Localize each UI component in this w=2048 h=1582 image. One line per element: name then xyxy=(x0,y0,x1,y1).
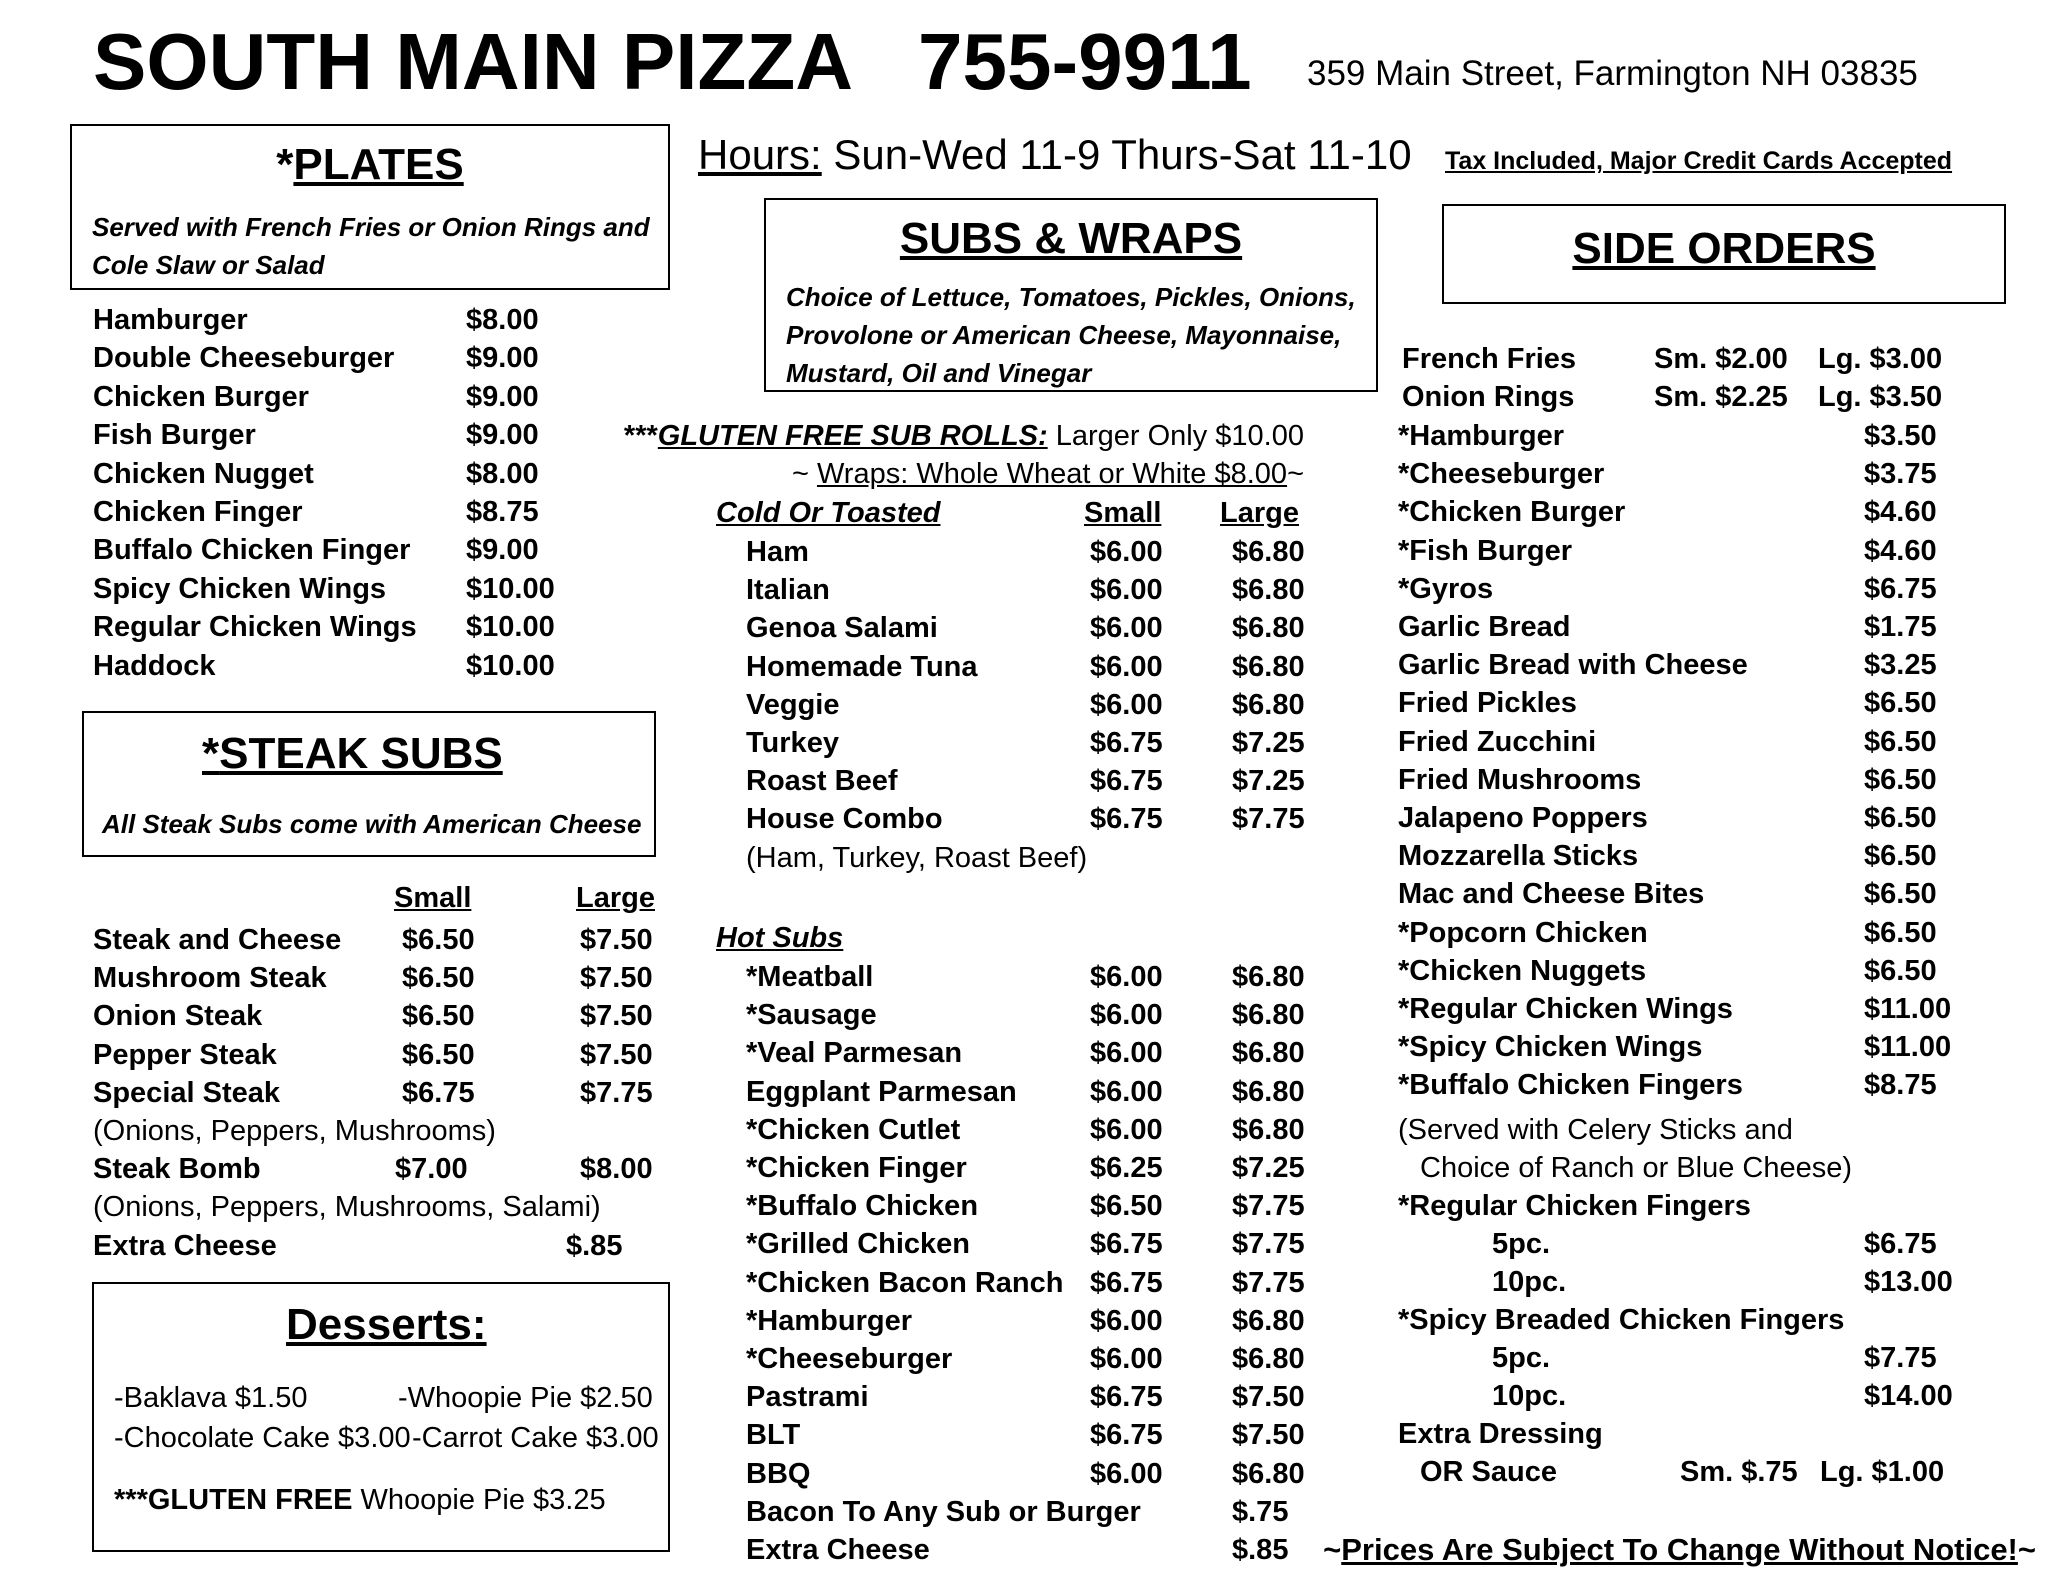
plate-item-price: $9.00 xyxy=(466,419,539,452)
side-item-name: *Popcorn Chicken xyxy=(1398,916,1648,949)
plates-star: * xyxy=(276,140,294,189)
steak-item-large: $7.50 xyxy=(580,1000,653,1033)
hot-sub-name: *Veal Parmesan xyxy=(746,1037,963,1070)
cold-sub-name: House Combo xyxy=(746,803,943,836)
side-item-price: $6.50 xyxy=(1864,763,1937,796)
gf-label: GLUTEN FREE SUB ROLLS: xyxy=(657,420,1048,452)
spicy-10pc-price: $14.00 xyxy=(1864,1380,1953,1412)
steak-item-large: $7.50 xyxy=(580,924,653,956)
steak-col-small: Small xyxy=(394,882,472,914)
side-item-name: Garlic Bread xyxy=(1398,611,1571,643)
side-item-name: Fried Mushrooms xyxy=(1398,763,1642,796)
dessert-item: -Carrot Cake $3.00 xyxy=(412,1422,659,1454)
subs-note-3: Mustard, Oil and Vinegar xyxy=(786,358,1092,388)
steak-item-name: Extra Cheese xyxy=(93,1229,277,1262)
hot-sub-large: $.85 xyxy=(1232,1534,1289,1566)
steak-item-small: $6.50 xyxy=(402,1000,475,1033)
fingers-note-2: Choice of Ranch or Blue Cheese) xyxy=(1420,1152,1853,1184)
steak-item-large: $.85 xyxy=(566,1229,623,1262)
address: 359 Main Street, Farmington NH 03835 xyxy=(1307,54,1918,93)
hot-sub-large: $7.50 xyxy=(1232,1381,1305,1414)
steak-item-large: $7.50 xyxy=(580,1038,653,1071)
hot-sub-name: Bacon To Any Sub or Burger xyxy=(746,1495,1141,1528)
plates-note-2: Cole Slaw or Salad xyxy=(92,250,325,280)
side-item-price: $8.75 xyxy=(1864,1069,1937,1102)
dessert-item: -Baklava $1.50 xyxy=(114,1382,308,1414)
hot-sub-small: $6.75 xyxy=(1090,1419,1163,1452)
hot-sub-name: *Chicken Cutlet xyxy=(746,1113,961,1146)
regular-5pc-price: $6.75 xyxy=(1864,1228,1937,1260)
hot-sub-small: $6.00 xyxy=(1090,1037,1163,1070)
cold-sub-small: $6.75 xyxy=(1090,727,1163,759)
steak-item-name: Onion Steak xyxy=(93,1000,263,1033)
cold-sub-large: $6.80 xyxy=(1232,612,1305,645)
steak-item-name: Mushroom Steak xyxy=(93,962,327,995)
cold-sub-large: $6.80 xyxy=(1232,536,1305,568)
hot-sub-small: $6.25 xyxy=(1090,1152,1163,1184)
side-item-price: $6.50 xyxy=(1864,840,1937,873)
phone-number: 755-9911 xyxy=(918,17,1252,106)
regular-10pc: 10pc. xyxy=(1492,1266,1567,1298)
plate-item-price: $8.00 xyxy=(466,457,539,490)
hot-sub-name: *Sausage xyxy=(746,999,877,1032)
side-item-name: Fried Pickles xyxy=(1398,687,1577,720)
side-item-price: $6.50 xyxy=(1864,954,1937,987)
hot-sub-small: $6.75 xyxy=(1090,1381,1163,1414)
dessert-item: -Whoopie Pie $2.50 xyxy=(398,1382,653,1414)
dessert-gluten-free xyxy=(114,1484,606,1517)
hot-sub-large: $6.80 xyxy=(1232,1075,1305,1108)
hot-sub-large: $6.80 xyxy=(1232,999,1305,1032)
wraps-line xyxy=(792,458,1304,491)
hot-sub-name: *Chicken Bacon Ranch xyxy=(746,1266,1064,1299)
plate-item-name: Double Cheeseburger xyxy=(93,342,395,375)
hot-sub-name: *Cheeseburger xyxy=(746,1343,953,1375)
steak-item-name: Steak and Cheese xyxy=(93,924,342,956)
side-item-name: Garlic Bread with Cheese xyxy=(1398,649,1748,682)
hot-sub-large: $7.25 xyxy=(1232,1152,1305,1184)
plate-item-name: Buffalo Chicken Finger xyxy=(93,534,411,567)
spicy-fingers: *Spicy Breaded Chicken Fingers xyxy=(1398,1304,1845,1336)
side-item-name: Mozzarella Sticks xyxy=(1398,840,1639,873)
side-item-name: *Chicken Burger xyxy=(1398,496,1626,529)
spicy-5pc-price: $7.75 xyxy=(1864,1342,1937,1374)
hot-sub-name: BLT xyxy=(746,1419,801,1452)
steak-item-small: $6.50 xyxy=(402,924,475,956)
cold-sub-name: Turkey xyxy=(746,727,839,759)
plate-item-price: $9.00 xyxy=(466,534,539,567)
hot-sub-name: *Grilled Chicken xyxy=(746,1228,971,1261)
cold-col-large: Large xyxy=(1220,497,1299,529)
plate-item-price: $10.00 xyxy=(466,649,555,682)
wraps-pre: ~ xyxy=(791,458,817,490)
plate-item-name: Chicken Burger xyxy=(93,380,309,413)
desserts-title: Desserts: xyxy=(286,1300,487,1349)
side-item-price: $6.75 xyxy=(1864,572,1937,605)
notice-post: ~ xyxy=(2017,1532,2036,1567)
tax-note: Tax Included, Major Credit Cards Accepted xyxy=(1445,147,1953,175)
hot-sub-small: $6.00 xyxy=(1090,1457,1163,1490)
plates-title xyxy=(72,140,668,190)
plate-item-price: $10.00 xyxy=(466,572,555,605)
gf-prefix: ***GLUTEN FREE xyxy=(114,1484,353,1516)
cold-sub-name: Homemade Tuna xyxy=(746,650,978,683)
hot-sub-small: $6.50 xyxy=(1090,1190,1163,1223)
cold-sub-large: $6.80 xyxy=(1232,650,1305,683)
side-item-name: *Regular Chicken Wings xyxy=(1398,993,1733,1025)
cold-sub-name: Genoa Salami xyxy=(746,612,938,645)
gf-text: Larger Only $10.00 xyxy=(1047,420,1304,452)
dessert-item: -Chocolate Cake $3.00 xyxy=(114,1422,411,1454)
cold-title: Cold Or Toasted xyxy=(716,497,941,529)
cold-sub-small: $6.00 xyxy=(1090,574,1163,607)
hot-sub-small: $6.00 xyxy=(1090,1304,1163,1337)
side-sized-small: Sm. $2.25 xyxy=(1654,381,1788,413)
steak-subs-box xyxy=(82,711,656,857)
hot-sub-name: Eggplant Parmesan xyxy=(746,1075,1017,1108)
subs-wraps-box xyxy=(764,198,1378,392)
dressing-small: Sm. $.75 xyxy=(1680,1456,1798,1488)
hot-sub-small: $6.00 xyxy=(1090,1075,1163,1108)
hours-label: Hours: xyxy=(698,131,822,178)
side-item-price: $1.75 xyxy=(1864,611,1937,643)
side-item-name: *Fish Burger xyxy=(1398,534,1573,567)
side-item-price: $6.50 xyxy=(1864,725,1937,758)
cold-sub-name: Ham xyxy=(746,536,809,568)
hot-sub-large: $7.50 xyxy=(1232,1419,1305,1452)
side-item-name: *Buffalo Chicken Fingers xyxy=(1398,1069,1743,1102)
spicy-5pc: 5pc. xyxy=(1492,1342,1551,1374)
side-sized-name: Onion Rings xyxy=(1402,381,1575,413)
cold-sub-name: Italian xyxy=(746,574,830,607)
side-sized-small: Sm. $2.00 xyxy=(1654,343,1788,375)
steak-col-large: Large xyxy=(576,882,655,914)
steak-item-small: $7.00 xyxy=(395,1153,468,1186)
subs-note-1: Choice of Lettuce, Tomatoes, Pickles, Onions, xyxy=(786,282,1356,312)
steak-item-note: (Onions, Peppers, Mushrooms) xyxy=(93,1115,496,1147)
plate-item-name: Chicken Nugget xyxy=(93,457,314,490)
hot-sub-large: $7.75 xyxy=(1232,1228,1305,1261)
side-item-price: $4.60 xyxy=(1864,496,1937,529)
steak-note: All Steak Subs come with American Cheese xyxy=(102,809,642,839)
side-item-name: *Hamburger xyxy=(1398,420,1564,452)
steak-title xyxy=(202,729,503,779)
hot-sub-small: $6.00 xyxy=(1090,961,1163,993)
side-item-price: $3.75 xyxy=(1864,458,1937,491)
notice-pre: ~ xyxy=(1323,1532,1342,1567)
hot-sub-large: $7.75 xyxy=(1232,1190,1305,1223)
cold-sub-small: $6.75 xyxy=(1090,803,1163,836)
plate-item-price: $8.75 xyxy=(466,496,539,528)
spicy-10pc: 10pc. xyxy=(1492,1380,1567,1412)
cold-sub-name: Veggie xyxy=(746,688,840,721)
side-item-price: $6.50 xyxy=(1864,802,1937,834)
wraps-post: ~ xyxy=(1287,458,1304,490)
side-orders-box xyxy=(1442,204,2006,304)
side-item-price: $11.00 xyxy=(1864,993,1952,1025)
cold-sub-large: $6.80 xyxy=(1232,574,1305,607)
cold-sub-large: $7.75 xyxy=(1232,803,1305,836)
steak-title-text: STEAK SUBS xyxy=(219,729,503,778)
cold-sub-small: $6.00 xyxy=(1090,650,1163,683)
side-item-price: $6.50 xyxy=(1864,916,1937,949)
steak-item-small: $6.75 xyxy=(402,1076,475,1109)
plate-item-name: Spicy Chicken Wings xyxy=(93,572,387,605)
steak-item-large: $7.50 xyxy=(580,962,653,995)
cold-sub-large: $6.80 xyxy=(1232,688,1305,721)
plates-note-1: Served with French Fries or Onion Rings and xyxy=(92,212,650,242)
steak-item-small: $6.50 xyxy=(402,962,475,995)
desserts-box xyxy=(92,1282,670,1552)
side-item-price: $4.60 xyxy=(1864,534,1937,567)
steak-item-note: (Onions, Peppers, Mushrooms, Salami) xyxy=(93,1191,601,1224)
side-item-name: Jalapeno Poppers xyxy=(1398,802,1648,834)
regular-5pc: 5pc. xyxy=(1492,1228,1551,1260)
hot-sub-name: *Meatball xyxy=(746,961,874,993)
cold-sub-large: $7.25 xyxy=(1232,727,1305,759)
hot-sub-large: $6.80 xyxy=(1232,961,1305,993)
gluten-free-rolls xyxy=(624,420,1304,453)
side-item-name: *Gyros xyxy=(1398,572,1494,605)
plates-title-text: PLATES xyxy=(293,140,464,189)
hot-sub-large: $6.80 xyxy=(1232,1113,1305,1146)
cold-sub-large: $7.25 xyxy=(1232,765,1305,798)
hot-sub-large: $7.75 xyxy=(1232,1266,1305,1299)
steak-item-name: Steak Bomb xyxy=(93,1153,261,1186)
side-item-price: $6.50 xyxy=(1864,878,1937,911)
dressing-line-1: Extra Dressing xyxy=(1398,1418,1603,1450)
side-item-name: *Cheeseburger xyxy=(1398,458,1605,491)
regular-fingers: *Regular Chicken Fingers xyxy=(1398,1190,1751,1222)
plate-item-price: $10.00 xyxy=(466,611,555,644)
hot-sub-large: $6.80 xyxy=(1232,1304,1305,1337)
cold-sub-small: $6.00 xyxy=(1090,612,1163,645)
hot-sub-name: *Chicken Finger xyxy=(746,1152,967,1184)
hours-text: Sun-Wed 11-9 Thurs-Sat 11-10 xyxy=(833,131,1412,178)
side-sized-large: Lg. $3.00 xyxy=(1818,343,1943,375)
subs-title: SUBS & WRAPS xyxy=(899,214,1243,263)
notice-text: Prices Are Subject To Change Without Notice! xyxy=(1341,1532,2018,1567)
combo-note: (Ham, Turkey, Roast Beef) xyxy=(746,842,1088,874)
side-item-price: $3.25 xyxy=(1864,649,1937,682)
cold-col-small: Small xyxy=(1084,497,1162,529)
steak-item-name: Special Steak xyxy=(93,1076,280,1109)
plate-item-name: Fish Burger xyxy=(93,419,256,452)
cold-sub-name: Roast Beef xyxy=(746,765,898,798)
plate-item-price: $9.00 xyxy=(466,342,539,375)
side-sized-large: Lg. $3.50 xyxy=(1818,381,1943,413)
regular-10pc-price: $13.00 xyxy=(1864,1266,1953,1298)
side-item-name: *Spicy Chicken Wings xyxy=(1398,1031,1703,1064)
plate-item-price: $9.00 xyxy=(466,380,539,413)
steak-item-large: $7.75 xyxy=(580,1076,653,1109)
gf-stars: *** xyxy=(623,420,658,452)
hot-sub-name: BBQ xyxy=(746,1457,811,1490)
plate-item-name: Chicken Finger xyxy=(93,496,303,528)
side-item-price: $3.50 xyxy=(1864,420,1937,452)
steak-star: * xyxy=(202,729,220,778)
steak-item-name: Pepper Steak xyxy=(93,1038,277,1071)
hot-sub-small: $6.75 xyxy=(1090,1228,1163,1261)
hot-title: Hot Subs xyxy=(716,922,844,954)
hot-sub-large: $6.80 xyxy=(1232,1343,1305,1375)
hot-sub-name: *Hamburger xyxy=(746,1304,912,1337)
hot-sub-small: $6.75 xyxy=(1090,1266,1163,1299)
cold-sub-small: $6.00 xyxy=(1090,536,1163,568)
hours xyxy=(698,131,1412,179)
hot-sub-large: $.75 xyxy=(1232,1495,1289,1528)
hot-sub-large: $6.80 xyxy=(1232,1457,1305,1490)
plate-item-price: $8.00 xyxy=(466,304,539,336)
dressing-large: Lg. $1.00 xyxy=(1820,1456,1945,1488)
plate-item-name: Haddock xyxy=(93,649,216,682)
hot-sub-small: $6.00 xyxy=(1090,1113,1163,1146)
side-item-name: Fried Zucchini xyxy=(1398,725,1597,758)
side-item-name: Mac and Cheese Bites xyxy=(1398,878,1705,911)
hot-sub-large: $6.80 xyxy=(1232,1037,1305,1070)
cold-sub-small: $6.00 xyxy=(1090,688,1163,721)
subs-note-2: Provolone or American Cheese, Mayonnaise, xyxy=(786,320,1342,350)
restaurant-name: SOUTH MAIN PIZZA xyxy=(93,17,853,106)
hot-sub-small: $6.00 xyxy=(1090,1343,1163,1375)
gf-item: Whoopie Pie $3.25 xyxy=(352,1484,606,1516)
plate-item-name: Regular Chicken Wings xyxy=(93,611,417,644)
plates-box xyxy=(70,124,670,290)
hot-sub-small: $6.00 xyxy=(1090,999,1163,1032)
wraps-text: Wraps: Whole Wheat or White $8.00 xyxy=(816,458,1288,490)
sides-title: SIDE ORDERS xyxy=(1572,224,1876,273)
plate-item-name: Hamburger xyxy=(93,304,248,336)
steak-item-large: $8.00 xyxy=(580,1153,653,1186)
fingers-note-1: (Served with Celery Sticks and xyxy=(1398,1114,1793,1146)
side-item-price: $11.00 xyxy=(1864,1031,1952,1064)
steak-item-small: $6.50 xyxy=(402,1038,475,1071)
cold-sub-small: $6.75 xyxy=(1090,765,1163,798)
side-sized-name: French Fries xyxy=(1402,343,1577,375)
side-item-name: *Chicken Nuggets xyxy=(1398,954,1647,987)
side-item-price: $6.50 xyxy=(1864,687,1937,720)
hot-sub-name: Pastrami xyxy=(746,1381,869,1414)
hot-sub-name: Extra Cheese xyxy=(746,1534,930,1566)
hot-sub-name: *Buffalo Chicken xyxy=(746,1190,979,1223)
price-notice xyxy=(1323,1532,2036,1568)
dressing-line-2: OR Sauce xyxy=(1420,1456,1557,1488)
